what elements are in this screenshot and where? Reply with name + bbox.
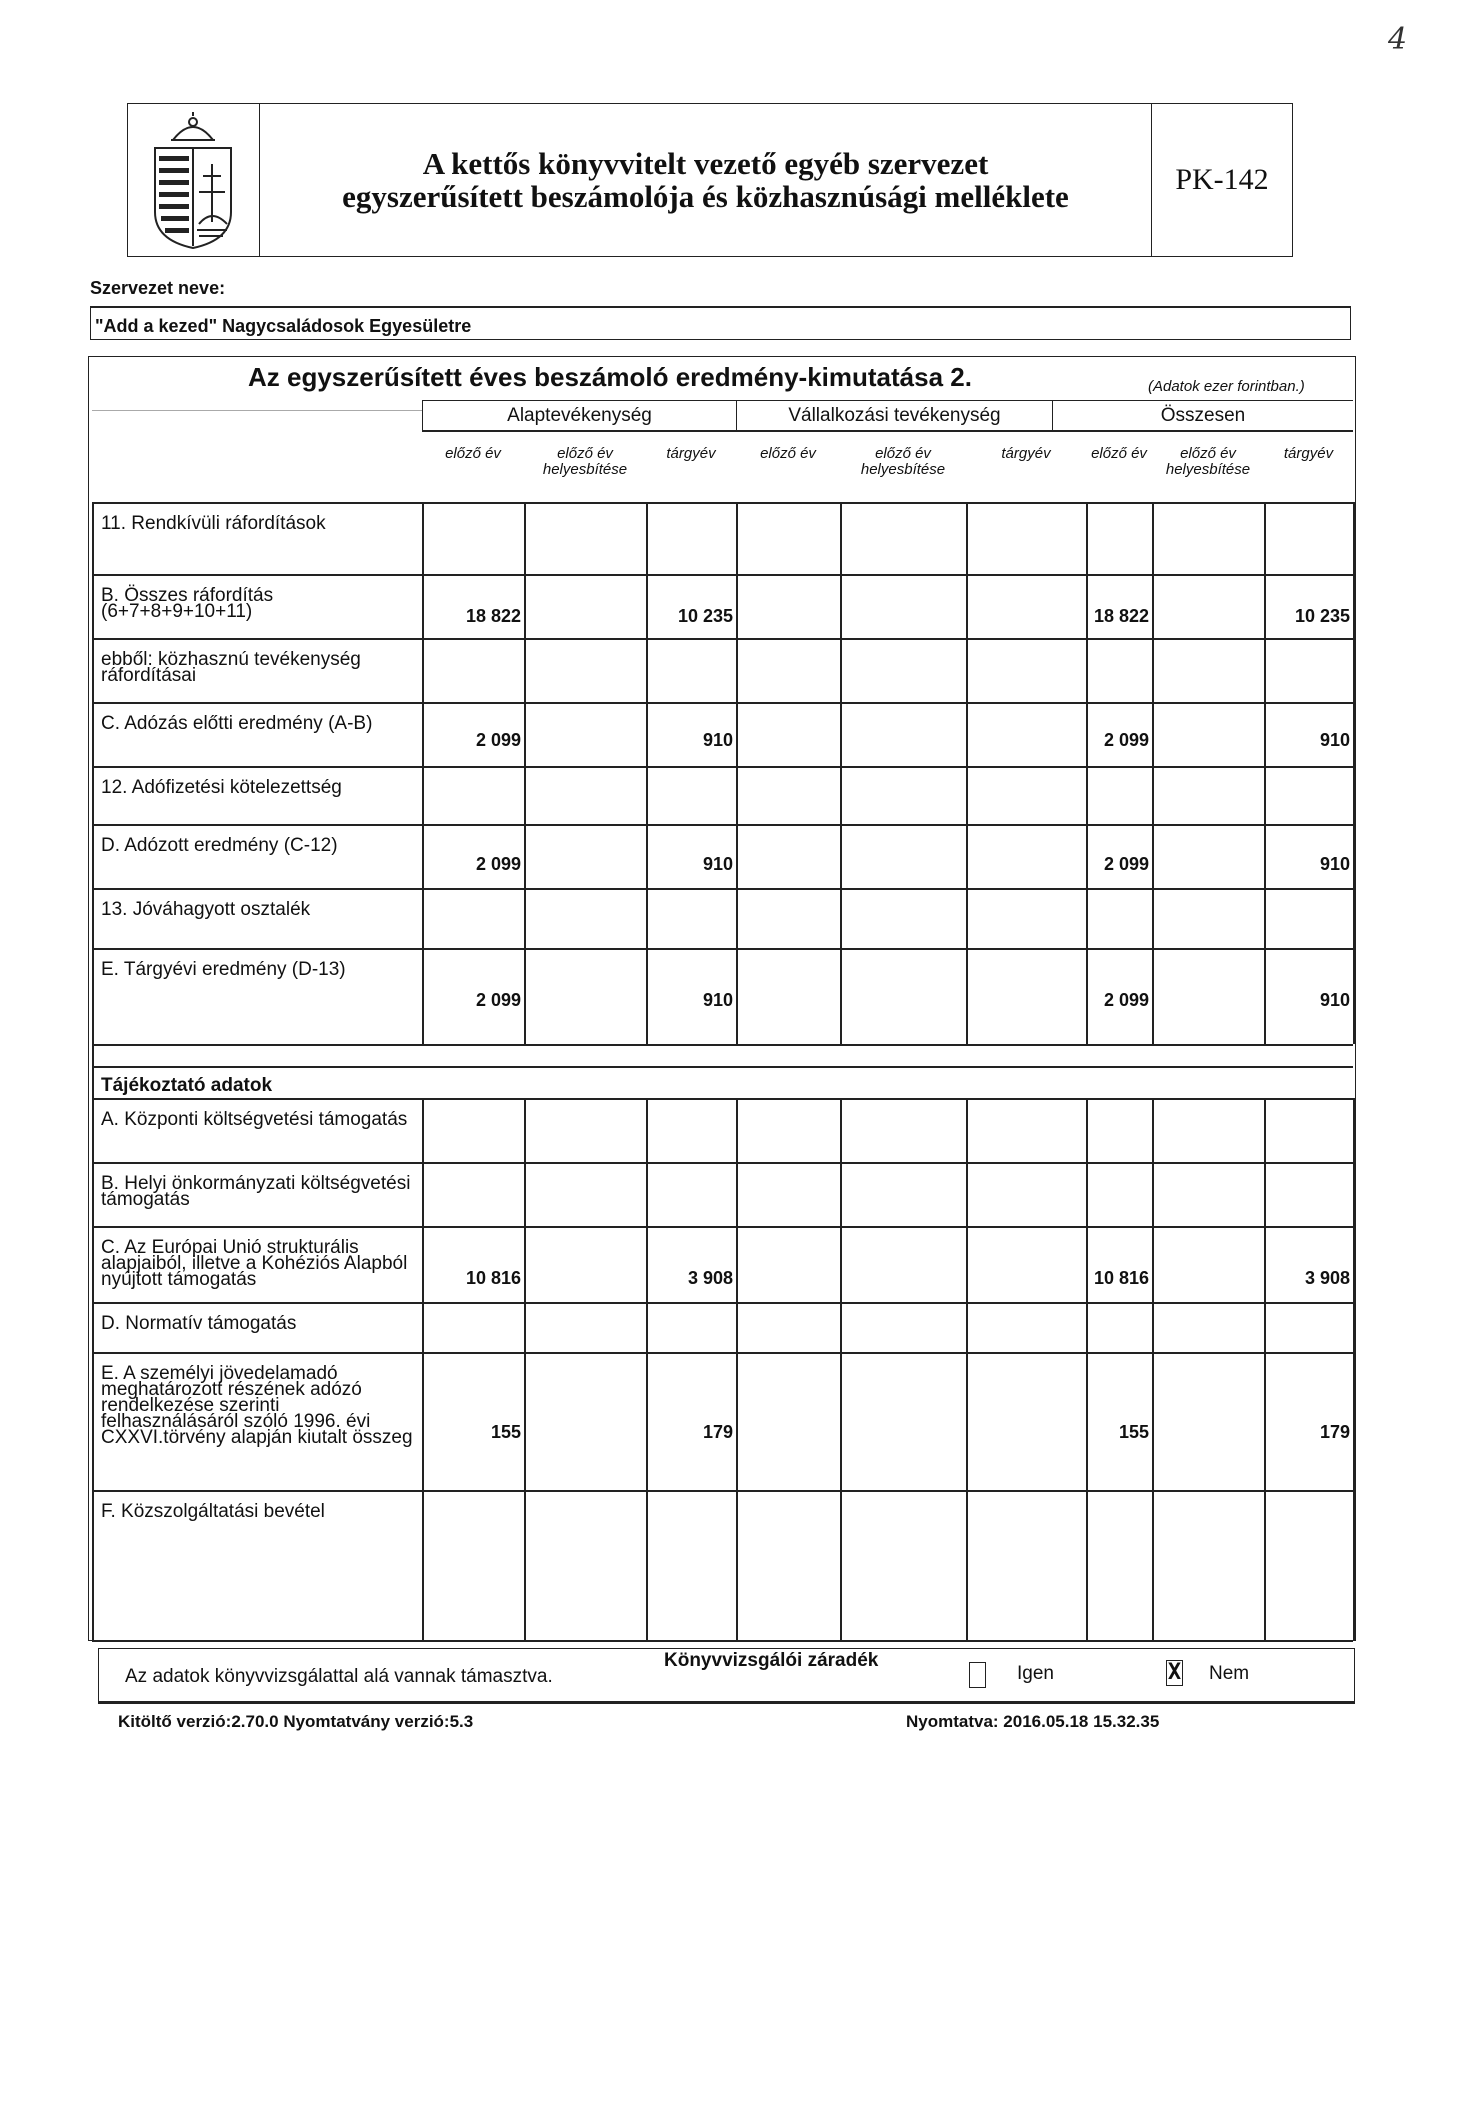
audit-statement: Az adatok könyvvizsgálattal alá vannak támasztva. — [125, 1666, 553, 1687]
cell-border — [966, 1162, 968, 1226]
column-header-line1: előző év — [760, 445, 816, 462]
column-header — [1264, 446, 1353, 462]
cell-border — [646, 766, 648, 824]
cell-border — [422, 1302, 424, 1352]
cell-border — [524, 1302, 526, 1352]
cell-border — [1086, 1352, 1088, 1490]
cell-border — [422, 502, 424, 574]
cell-border — [524, 574, 526, 638]
column-group-header: Összesen — [1052, 400, 1353, 430]
column-header — [840, 446, 966, 478]
hungarian-coat-of-arms-icon — [143, 112, 243, 250]
cell-border — [736, 824, 738, 888]
row-value-cell: 2 099 — [475, 990, 521, 1010]
cell-border — [840, 502, 842, 574]
organization-name-field — [90, 306, 1351, 340]
cell-border — [840, 1098, 842, 1162]
cell-border — [1086, 1490, 1088, 1640]
cell-border — [840, 702, 842, 766]
row-rule — [92, 1162, 1353, 1164]
cell-border — [1353, 702, 1355, 766]
cell-border — [736, 1098, 738, 1162]
cell-border — [840, 1162, 842, 1226]
header-top-rule — [92, 410, 422, 411]
row-value-cell: 18 822 — [1093, 606, 1149, 626]
row-value-cell: 2 099 — [1103, 854, 1149, 874]
cell-border — [1086, 1098, 1088, 1162]
row-label: 13. Jóváhagyott osztalék — [101, 899, 311, 920]
cell-border — [1152, 766, 1154, 824]
row-label: F. Közszolgáltatási bevétel — [101, 1501, 325, 1522]
column-header-line1: előző év — [1180, 445, 1236, 462]
form-title-block — [260, 104, 1151, 256]
audit-no-label: Nem — [1209, 1663, 1250, 1684]
row-rule — [92, 638, 1353, 640]
row-value-cell: 10 816 — [465, 1268, 521, 1288]
column-header — [966, 446, 1086, 462]
cell-border — [524, 824, 526, 888]
organization-label: Szervezet neve: — [90, 278, 226, 298]
column-header-line1: előző év — [557, 445, 613, 462]
column-header-line1: előző év — [875, 445, 931, 462]
cell-border — [966, 824, 968, 888]
row-rule — [92, 574, 1353, 576]
cell-border — [1152, 702, 1154, 766]
cell-border — [736, 1490, 738, 1640]
row-value-cell: 910 — [1319, 990, 1350, 1010]
cell-border — [646, 1226, 648, 1302]
column-header-line1: tárgyév — [666, 445, 716, 462]
cell-border — [1152, 948, 1154, 1044]
cell-border — [966, 1302, 968, 1352]
software-versions: Kitöltő verzió:2.70.0 Nyomtatvány verzió:5.3 — [118, 1712, 474, 1731]
cell-border — [1353, 574, 1355, 638]
row-label: ebből: közhasznú tevékenység ráfordításai — [101, 649, 361, 686]
cell-border — [524, 1098, 526, 1162]
row-value-cell: 179 — [1319, 1422, 1350, 1442]
audit-yes-label: Igen — [1017, 1663, 1054, 1684]
cell-border — [966, 1226, 968, 1302]
cell-border — [1353, 1098, 1355, 1162]
cell-border — [736, 1226, 738, 1302]
statement-title: Az egyszerűsített éves beszámoló eredmény-kimutatása 2. — [248, 362, 972, 392]
row-value-cell: 2 099 — [475, 730, 521, 750]
column-header-line1: előző év — [1091, 445, 1147, 462]
cell-border — [736, 888, 738, 948]
cell-border — [840, 1302, 842, 1352]
cell-border — [524, 1352, 526, 1490]
row-value-cell: 910 — [702, 990, 733, 1010]
row-rule — [92, 1226, 1353, 1228]
cell-border — [1086, 1226, 1088, 1302]
row-value-cell: 10 235 — [677, 606, 733, 626]
row-rule — [92, 888, 1353, 890]
row-label: 12. Adófizetési kötelezettség — [101, 777, 342, 798]
cell-border — [840, 1352, 842, 1490]
cell-border — [646, 1162, 648, 1226]
row-value-cell: 179 — [702, 1422, 733, 1442]
cell-border — [1353, 824, 1355, 888]
row-value-cell: 910 — [1319, 730, 1350, 750]
header-bottom-rule — [92, 502, 1353, 504]
row-rule — [92, 1044, 1353, 1046]
cell-border — [1152, 1490, 1154, 1640]
row-rule — [92, 702, 1353, 704]
row-value-cell: 3 908 — [1304, 1268, 1350, 1288]
form-header — [127, 103, 1293, 257]
row-label: 11. Rendkívüli ráfordítások — [101, 513, 326, 534]
row-rule — [92, 1302, 1353, 1304]
column-header — [646, 446, 736, 462]
cell-border — [422, 1490, 424, 1640]
cell-border — [840, 1226, 842, 1302]
cell-border — [1264, 1490, 1266, 1640]
cell-border — [1152, 502, 1154, 574]
row-value-cell: 910 — [1319, 854, 1350, 874]
label-column-border — [92, 502, 94, 1640]
cell-border — [1353, 1226, 1355, 1302]
info-section-rule — [92, 1066, 1353, 1068]
column-header-line2: helyesbítése — [1165, 461, 1251, 478]
info-section-title: Tájékoztató adatok — [101, 1075, 273, 1096]
audit-yes-checkbox[interactable] — [969, 1662, 986, 1688]
cell-border — [736, 574, 738, 638]
row-label: E. A személyi jövedelamadó meghatározott részének adózó rendelkezése szerinti felhasználásáról szóló 1996. évi CXXVI.törvény alapján kiutalt összeg — [101, 1363, 413, 1448]
row-value-cell: 910 — [702, 730, 733, 750]
cell-border — [1086, 502, 1088, 574]
cell-border — [840, 948, 842, 1044]
cell-border — [422, 888, 424, 948]
row-label: B. Összes ráfordítás (6+7+8+9+10+11) — [101, 585, 274, 622]
cell-border — [1353, 638, 1355, 702]
cell-border — [422, 766, 424, 824]
cell-border — [1264, 1302, 1266, 1352]
print-timestamp: Nyomtatva: 2016.05.18 15.32.35 — [906, 1712, 1160, 1731]
row-label: C. Adózás előtti eredmény (A-B) — [101, 713, 373, 734]
column-header-line1: tárgyév — [1001, 445, 1051, 462]
column-header — [524, 446, 646, 478]
cell-border — [422, 1162, 424, 1226]
cell-border — [1353, 948, 1355, 1044]
row-rule — [92, 766, 1353, 768]
cell-border — [422, 1098, 424, 1162]
cell-border — [646, 1352, 648, 1490]
cell-border — [736, 702, 738, 766]
cell-border — [646, 1490, 648, 1640]
cell-border — [1353, 888, 1355, 948]
row-value-cell: 3 908 — [687, 1268, 733, 1288]
cell-border — [1264, 1226, 1266, 1302]
cell-border — [966, 1098, 968, 1162]
form-code: PK-142 — [1151, 104, 1292, 256]
cell-border — [1152, 824, 1154, 888]
cell-border — [1264, 1162, 1266, 1226]
cell-border — [966, 948, 968, 1044]
cell-border — [1264, 502, 1266, 574]
row-value-cell: 155 — [1118, 1422, 1149, 1442]
cell-border — [840, 824, 842, 888]
cell-border — [840, 574, 842, 638]
column-header — [1086, 446, 1152, 462]
cell-border — [840, 1490, 842, 1640]
cell-border — [840, 766, 842, 824]
cell-border — [1264, 888, 1266, 948]
cell-border — [1152, 1302, 1154, 1352]
row-rule — [92, 1490, 1353, 1492]
cell-border — [1086, 1162, 1088, 1226]
cell-border — [966, 574, 968, 638]
cell-border — [736, 1162, 738, 1226]
row-rule — [92, 948, 1353, 950]
row-label: D. Adózott eredmény (C-12) — [101, 835, 338, 856]
row-value-cell: 18 822 — [465, 606, 521, 626]
column-header-line1: tárgyév — [1283, 445, 1334, 462]
cell-border — [736, 638, 738, 702]
row-value-cell: 155 — [490, 1422, 521, 1442]
cell-border — [1264, 638, 1266, 702]
cell-border — [1353, 766, 1355, 824]
cell-border — [1152, 574, 1154, 638]
column-header-line1: előző év — [445, 445, 501, 462]
row-label: A. Központi költségvetési támogatás — [101, 1109, 408, 1130]
cell-border — [1264, 1098, 1266, 1162]
row-value-cell: 2 099 — [1103, 730, 1149, 750]
column-group-header: Vállalkozási tevékenység — [736, 400, 1052, 430]
row-rule — [92, 1352, 1353, 1354]
cell-border — [1353, 1352, 1355, 1490]
row-value-cell: 10 235 — [1294, 606, 1350, 626]
column-header-line2: helyesbítése — [542, 461, 628, 478]
cell-border — [1086, 766, 1088, 824]
cell-border — [966, 702, 968, 766]
cell-border — [524, 1490, 526, 1640]
column-header — [736, 446, 840, 462]
audit-clause-title: Könyvvizsgálói záradék — [664, 1650, 879, 1671]
cell-border — [736, 1352, 738, 1490]
row-value-cell: 910 — [702, 854, 733, 874]
cell-border — [1353, 1162, 1355, 1226]
page-number-mark: 4 — [1388, 22, 1408, 57]
row-value-cell: 2 099 — [475, 854, 521, 874]
row-label: D. Normatív támogatás — [101, 1313, 297, 1334]
row-value-cell: 10 816 — [1093, 1268, 1149, 1288]
cell-border — [966, 1490, 968, 1640]
cell-border — [1152, 888, 1154, 948]
cell-border — [736, 502, 738, 574]
column-header — [1152, 446, 1264, 478]
cell-border — [646, 502, 648, 574]
audit-no-checkbox[interactable]: X — [1167, 1660, 1182, 1685]
cell-border — [524, 948, 526, 1044]
cell-border — [524, 888, 526, 948]
cell-border — [1353, 1302, 1355, 1352]
row-label: E. Tárgyévi eredmény (D-13) — [101, 959, 346, 980]
group-header-divider — [422, 430, 1353, 432]
row-rule — [92, 824, 1353, 826]
unit-note: (Adatok ezer forintban.) — [1148, 378, 1305, 395]
cell-border — [1264, 1352, 1266, 1490]
column-header-line2: helyesbítése — [860, 461, 946, 478]
cell-border — [966, 502, 968, 574]
row-label: C. Az Európai Unió strukturális alapjaiból, illetve a Kohéziós Alapból nyújtott támogatás — [101, 1237, 408, 1290]
cell-border — [840, 638, 842, 702]
column-header — [422, 446, 524, 462]
organization-name: "Add a kezed" Nagycsaládosok Egyesületre — [95, 316, 472, 336]
cell-border — [524, 502, 526, 574]
cell-border — [1152, 1098, 1154, 1162]
cell-border — [524, 766, 526, 824]
cell-border — [524, 638, 526, 702]
info-section-rule — [92, 1098, 1353, 1100]
cell-border — [646, 888, 648, 948]
cell-border — [840, 888, 842, 948]
cell-border — [524, 702, 526, 766]
cell-border — [524, 1226, 526, 1302]
cell-border — [1086, 638, 1088, 702]
cell-border — [422, 1226, 424, 1302]
row-rule — [92, 1640, 1353, 1642]
row-label: B. Helyi önkormányzati költségvetési támogatás — [101, 1173, 411, 1210]
cell-border — [1152, 1162, 1154, 1226]
cell-border — [646, 1302, 648, 1352]
cell-border — [422, 1352, 424, 1490]
cell-border — [524, 1162, 526, 1226]
cell-border — [966, 638, 968, 702]
cell-border — [646, 638, 648, 702]
form-title-line1: A kettős könyvvitelt vezető egyéb szervezet — [422, 146, 989, 181]
cell-border — [966, 766, 968, 824]
cell-border — [966, 1352, 968, 1490]
cell-border — [1086, 1302, 1088, 1352]
cell-border — [1353, 1490, 1355, 1640]
cell-border — [1264, 766, 1266, 824]
cell-border — [1152, 638, 1154, 702]
cell-border — [1086, 888, 1088, 948]
form-title-line2: egyszerűsített beszámolója és közhasznúsági melléklete — [342, 179, 1069, 214]
cell-border — [736, 948, 738, 1044]
cell-border — [422, 638, 424, 702]
row-value-cell: 2 099 — [1103, 990, 1149, 1010]
cell-border — [1353, 502, 1355, 574]
crest-cell — [128, 104, 260, 256]
cell-border — [1152, 1352, 1154, 1490]
cell-border — [736, 1302, 738, 1352]
cell-border — [1152, 1226, 1154, 1302]
column-group-header: Alaptevékenység — [422, 400, 736, 430]
cell-border — [966, 888, 968, 948]
cell-border — [646, 1098, 648, 1162]
cell-border — [736, 766, 738, 824]
